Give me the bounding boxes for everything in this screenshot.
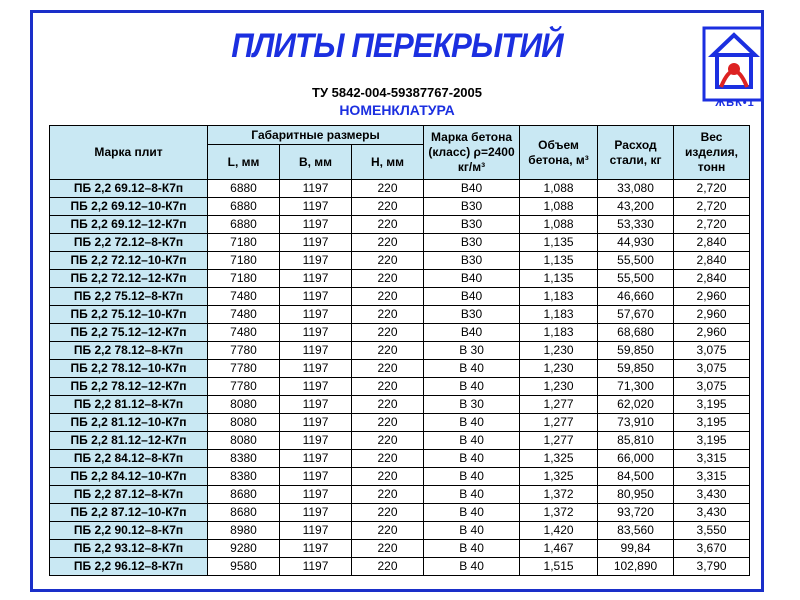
- cell-length: 8680: [208, 504, 280, 522]
- cell-mark: ПБ 2,2 75.12–12-К7п: [50, 324, 208, 342]
- cell-mark: ПБ 2,2 87.12–8-К7п: [50, 486, 208, 504]
- cell-mark: ПБ 2,2 69.12–10-К7п: [50, 198, 208, 216]
- cell-height: 220: [352, 180, 424, 198]
- cell-mark: ПБ 2,2 90.12–8-К7п: [50, 522, 208, 540]
- cell-steel: 73,910: [598, 414, 674, 432]
- table-row: [50, 252, 750, 270]
- cell-width: 1197: [280, 324, 352, 342]
- cell-length: 6880: [208, 216, 280, 234]
- table-row: [50, 486, 750, 504]
- cell-volume: 1,277: [520, 396, 598, 414]
- cell-length: 7780: [208, 360, 280, 378]
- cell-width: 1197: [280, 486, 352, 504]
- cell-volume: 1,088: [520, 180, 598, 198]
- cell-height: 220: [352, 234, 424, 252]
- cell-steel: 66,000: [598, 450, 674, 468]
- cell-mark: ПБ 2,2 69.12–8-К7п: [50, 180, 208, 198]
- cell-mark: ПБ 2,2 87.12–10-К7п: [50, 504, 208, 522]
- cell-width: 1197: [280, 414, 352, 432]
- cell-length: 7780: [208, 378, 280, 396]
- cell-concrete: В 30: [424, 396, 520, 414]
- cell-weight: 3,550: [674, 522, 750, 540]
- cell-steel: 53,330: [598, 216, 674, 234]
- cell-volume: 1,277: [520, 432, 598, 450]
- cell-weight: 3,195: [674, 432, 750, 450]
- cell-steel: 83,560: [598, 522, 674, 540]
- cell-height: 220: [352, 342, 424, 360]
- cell-height: 220: [352, 198, 424, 216]
- cell-length: 8080: [208, 414, 280, 432]
- cell-steel: 71,300: [598, 378, 674, 396]
- cell-volume: 1,325: [520, 468, 598, 486]
- cell-width: 1197: [280, 180, 352, 198]
- cell-height: 220: [352, 432, 424, 450]
- cell-concrete: В 40: [424, 450, 520, 468]
- cell-volume: 1,088: [520, 198, 598, 216]
- cell-concrete: В30: [424, 252, 520, 270]
- cell-width: 1197: [280, 216, 352, 234]
- cell-volume: 1,515: [520, 558, 598, 576]
- cell-steel: 102,890: [598, 558, 674, 576]
- cell-length: 9580: [208, 558, 280, 576]
- subtitle: НОМЕНКЛАТУРА: [339, 102, 455, 118]
- cell-height: 220: [352, 558, 424, 576]
- cell-width: 1197: [280, 396, 352, 414]
- cell-mark: ПБ 2,2 81.12–8-К7п: [50, 396, 208, 414]
- cell-height: 220: [352, 378, 424, 396]
- cell-volume: 1,183: [520, 288, 598, 306]
- table-row: [50, 468, 750, 486]
- cell-weight: 3,430: [674, 504, 750, 522]
- cell-volume: 1,420: [520, 522, 598, 540]
- cell-weight: 3,075: [674, 342, 750, 360]
- cell-steel: 80,950: [598, 486, 674, 504]
- table-row: [50, 540, 750, 558]
- cell-width: 1197: [280, 504, 352, 522]
- cell-length: 6880: [208, 180, 280, 198]
- cell-weight: 2,720: [674, 180, 750, 198]
- cell-weight: 2,840: [674, 252, 750, 270]
- cell-width: 1197: [280, 468, 352, 486]
- nomenclature-table: [49, 125, 750, 576]
- cell-width: 1197: [280, 360, 352, 378]
- cell-concrete: В30: [424, 234, 520, 252]
- cell-concrete: В 40: [424, 540, 520, 558]
- cell-concrete: В 30: [424, 342, 520, 360]
- cell-concrete: В40: [424, 288, 520, 306]
- cell-length: 6880: [208, 198, 280, 216]
- cell-weight: 3,195: [674, 414, 750, 432]
- cell-weight: 3,315: [674, 450, 750, 468]
- cell-length: 8380: [208, 468, 280, 486]
- header-volume: Объем бетона, м³: [520, 126, 598, 180]
- cell-length: 8680: [208, 486, 280, 504]
- header-width: B, мм: [280, 145, 352, 180]
- cell-height: 220: [352, 450, 424, 468]
- cell-length: 7180: [208, 234, 280, 252]
- table-row: [50, 378, 750, 396]
- cell-mark: ПБ 2,2 72.12–10-К7п: [50, 252, 208, 270]
- cell-concrete: В30: [424, 198, 520, 216]
- cell-height: 220: [352, 270, 424, 288]
- cell-length: 7480: [208, 324, 280, 342]
- cell-steel: 62,020: [598, 396, 674, 414]
- cell-weight: 3,430: [674, 486, 750, 504]
- cell-height: 220: [352, 504, 424, 522]
- cell-length: 7480: [208, 306, 280, 324]
- cell-steel: 43,200: [598, 198, 674, 216]
- cell-height: 220: [352, 414, 424, 432]
- cell-volume: 1,277: [520, 414, 598, 432]
- cell-width: 1197: [280, 432, 352, 450]
- cell-width: 1197: [280, 198, 352, 216]
- logo-text: ЖБК•1: [715, 97, 755, 109]
- cell-concrete: В 40: [424, 468, 520, 486]
- cell-height: 220: [352, 324, 424, 342]
- table-row: [50, 450, 750, 468]
- cell-mark: ПБ 2,2 75.12–8-К7п: [50, 288, 208, 306]
- cell-volume: 1,372: [520, 504, 598, 522]
- cell-concrete: В40: [424, 324, 520, 342]
- table-row: [50, 396, 750, 414]
- cell-concrete: В40: [424, 270, 520, 288]
- cell-length: 7180: [208, 270, 280, 288]
- cell-mark: ПБ 2,2 69.12–12-К7п: [50, 216, 208, 234]
- cell-mark: ПБ 2,2 81.12–10-К7п: [50, 414, 208, 432]
- cell-mark: ПБ 2,2 75.12–10-К7п: [50, 306, 208, 324]
- cell-width: 1197: [280, 270, 352, 288]
- cell-width: 1197: [280, 558, 352, 576]
- cell-mark: ПБ 2,2 84.12–10-К7п: [50, 468, 208, 486]
- cell-concrete: В30: [424, 306, 520, 324]
- cell-width: 1197: [280, 450, 352, 468]
- cell-concrete: В 40: [424, 414, 520, 432]
- cell-concrete: В 40: [424, 504, 520, 522]
- header-height: H, мм: [352, 145, 424, 180]
- cell-weight: 3,790: [674, 558, 750, 576]
- cell-length: 8380: [208, 450, 280, 468]
- cell-length: 8080: [208, 396, 280, 414]
- cell-volume: 1,183: [520, 324, 598, 342]
- cell-height: 220: [352, 216, 424, 234]
- table-row: [50, 342, 750, 360]
- cell-height: 220: [352, 522, 424, 540]
- cell-concrete: В 40: [424, 486, 520, 504]
- cell-length: 9280: [208, 540, 280, 558]
- cell-steel: 93,720: [598, 504, 674, 522]
- cell-mark: ПБ 2,2 93.12–8-К7п: [50, 540, 208, 558]
- cell-height: 220: [352, 396, 424, 414]
- cell-concrete: В 40: [424, 378, 520, 396]
- cell-volume: 1,230: [520, 378, 598, 396]
- cell-length: 7780: [208, 342, 280, 360]
- table-row: [50, 522, 750, 540]
- cell-length: 8980: [208, 522, 280, 540]
- cell-volume: 1,230: [520, 342, 598, 360]
- cell-length: 7480: [208, 288, 280, 306]
- cell-steel: 33,080: [598, 180, 674, 198]
- table-row: [50, 270, 750, 288]
- cell-volume: 1,135: [520, 270, 598, 288]
- cell-steel: 68,680: [598, 324, 674, 342]
- spec-code: ТУ 5842-004-59387767-2005: [312, 85, 482, 100]
- cell-steel: 57,670: [598, 306, 674, 324]
- table-row: [50, 306, 750, 324]
- cell-width: 1197: [280, 288, 352, 306]
- cell-steel: 55,500: [598, 252, 674, 270]
- cell-mark: ПБ 2,2 78.12–12-К7п: [50, 378, 208, 396]
- table-row: [50, 288, 750, 306]
- cell-mark: ПБ 2,2 84.12–8-К7п: [50, 450, 208, 468]
- table-row: [50, 558, 750, 576]
- cell-height: 220: [352, 288, 424, 306]
- cell-volume: 1,325: [520, 450, 598, 468]
- cell-weight: 2,840: [674, 270, 750, 288]
- cell-width: 1197: [280, 252, 352, 270]
- cell-concrete: В 40: [424, 360, 520, 378]
- cell-width: 1197: [280, 342, 352, 360]
- cell-height: 220: [352, 468, 424, 486]
- table-row: [50, 198, 750, 216]
- header-mark: Марка плит: [50, 126, 208, 180]
- cell-mark: ПБ 2,2 72.12–12-К7п: [50, 270, 208, 288]
- cell-mark: ПБ 2,2 78.12–10-К7п: [50, 360, 208, 378]
- cell-volume: 1,135: [520, 234, 598, 252]
- cell-mark: ПБ 2,2 96.12–8-К7п: [50, 558, 208, 576]
- cell-steel: 59,850: [598, 360, 674, 378]
- cell-steel: 85,810: [598, 432, 674, 450]
- document-frame: [30, 10, 764, 592]
- table-row: [50, 180, 750, 198]
- table-row: [50, 360, 750, 378]
- cell-steel: 55,500: [598, 270, 674, 288]
- cell-concrete: В 40: [424, 522, 520, 540]
- cell-steel: 59,850: [598, 342, 674, 360]
- cell-length: 7180: [208, 252, 280, 270]
- cell-volume: 1,372: [520, 486, 598, 504]
- table-row: [50, 234, 750, 252]
- cell-volume: 1,230: [520, 360, 598, 378]
- cell-weight: 3,315: [674, 468, 750, 486]
- cell-volume: 1,183: [520, 306, 598, 324]
- cell-volume: 1,135: [520, 252, 598, 270]
- header-steel: Расход стали, кг: [598, 126, 674, 180]
- cell-weight: 2,960: [674, 288, 750, 306]
- cell-weight: 3,075: [674, 378, 750, 396]
- header-length: L, мм: [208, 145, 280, 180]
- table-row: [50, 216, 750, 234]
- table-row: [50, 414, 750, 432]
- cell-steel: 84,500: [598, 468, 674, 486]
- cell-width: 1197: [280, 522, 352, 540]
- cell-concrete: В30: [424, 216, 520, 234]
- cell-width: 1197: [280, 234, 352, 252]
- cell-height: 220: [352, 540, 424, 558]
- cell-volume: 1,088: [520, 216, 598, 234]
- table-row: [50, 504, 750, 522]
- header-dimensions: Габаритные размеры: [208, 126, 424, 145]
- cell-steel: 46,660: [598, 288, 674, 306]
- cell-weight: 3,670: [674, 540, 750, 558]
- cell-weight: 2,720: [674, 198, 750, 216]
- cell-concrete: В 40: [424, 432, 520, 450]
- cell-weight: 2,960: [674, 324, 750, 342]
- cell-steel: 99,84: [598, 540, 674, 558]
- cell-mark: ПБ 2,2 81.12–12-К7п: [50, 432, 208, 450]
- header-concrete: Марка бетона (класс) ρ=2400 кг/м³: [424, 126, 520, 180]
- header-weight: Вес изделия, тонн: [674, 126, 750, 180]
- table-row: [50, 432, 750, 450]
- cell-mark: ПБ 2,2 72.12–8-К7п: [50, 234, 208, 252]
- cell-mark: ПБ 2,2 78.12–8-К7п: [50, 342, 208, 360]
- cell-length: 8080: [208, 432, 280, 450]
- cell-concrete: В40: [424, 180, 520, 198]
- cell-height: 220: [352, 306, 424, 324]
- page-title: ПЛИТЫ ПЕРЕКРЫТИЙ: [231, 27, 563, 65]
- cell-weight: 3,195: [674, 396, 750, 414]
- cell-steel: 44,930: [598, 234, 674, 252]
- cell-weight: 2,960: [674, 306, 750, 324]
- cell-volume: 1,467: [520, 540, 598, 558]
- cell-height: 220: [352, 486, 424, 504]
- table-row: [50, 324, 750, 342]
- cell-height: 220: [352, 252, 424, 270]
- cell-width: 1197: [280, 378, 352, 396]
- cell-weight: 2,720: [674, 216, 750, 234]
- cell-concrete: В 40: [424, 558, 520, 576]
- cell-weight: 2,840: [674, 234, 750, 252]
- cell-weight: 3,075: [674, 360, 750, 378]
- cell-height: 220: [352, 360, 424, 378]
- cell-width: 1197: [280, 306, 352, 324]
- table-body: [50, 180, 750, 576]
- cell-width: 1197: [280, 540, 352, 558]
